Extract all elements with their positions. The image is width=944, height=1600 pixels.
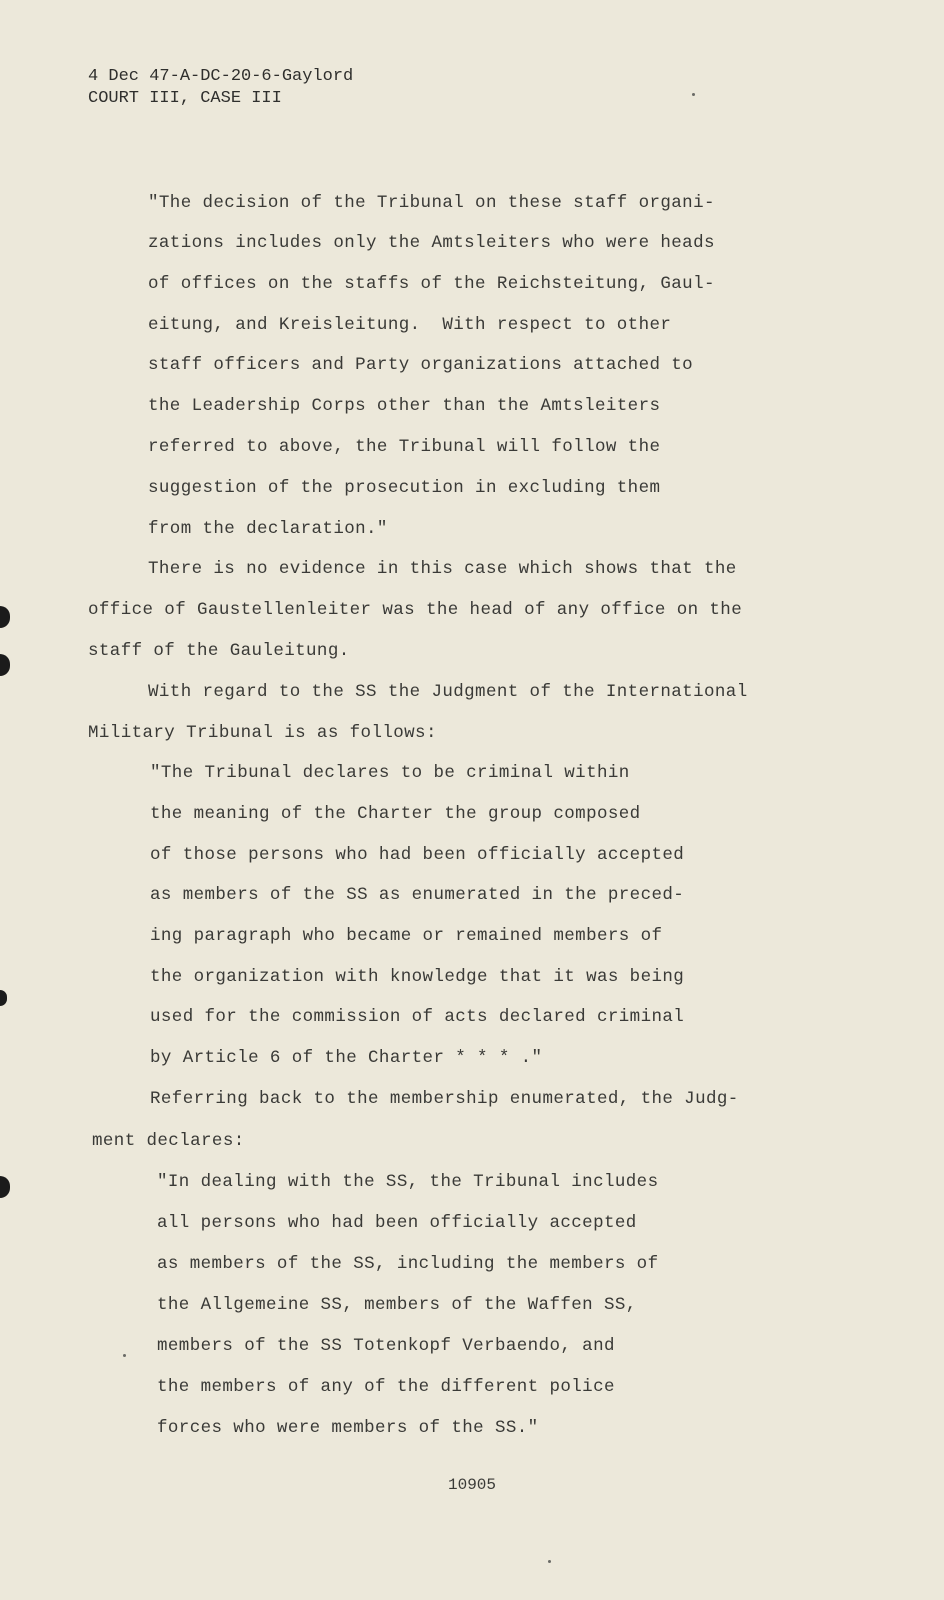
text-line: used for the commission of acts declared criminal (150, 1007, 685, 1027)
text-line: of those persons who had been officially accepted (150, 845, 685, 865)
text-line: as members of the SS, including the members of (157, 1254, 659, 1274)
text-line: the meaning of the Charter the group composed (150, 804, 641, 824)
text-line: With regard to the SS the Judgment of the International (148, 682, 748, 702)
text-line: the members of any of the different police (157, 1377, 615, 1397)
paper-speck (123, 1354, 126, 1357)
paper-speck (548, 1560, 551, 1563)
text-line: all persons who had been officially accepted (157, 1213, 637, 1233)
text-line: the Leadership Corps other than the Amtsleiters (148, 396, 661, 416)
text-line: referred to above, the Tribunal will follow the (148, 437, 661, 457)
text-line: suggestion of the prosecution in excluding them (148, 478, 661, 498)
text-line: ment declares: (92, 1131, 245, 1151)
text-line: members of the SS Totenkopf Verbaendo, and (157, 1336, 615, 1356)
text-line: as members of the SS as enumerated in the preced- (150, 885, 685, 905)
header-court-case: COURT III, CASE III (88, 89, 282, 108)
text-line: "The Tribunal declares to be criminal within (150, 763, 630, 783)
text-line: zations includes only the Amtsleiters who were heads (148, 233, 715, 253)
binder-hole-mark (0, 990, 7, 1006)
text-line: Military Tribunal is as follows: (88, 723, 437, 743)
text-line: "The decision of the Tribunal on these staff organi- (148, 193, 715, 213)
text-line: from the declaration." (148, 519, 388, 539)
page-number: 10905 (448, 1476, 497, 1494)
text-line: ing paragraph who became or remained members of (150, 926, 663, 946)
binder-hole-mark (0, 606, 10, 628)
text-line: eitung, and Kreisleitung. With respect to other (148, 315, 672, 335)
text-line: by Article 6 of the Charter * * * ." (150, 1048, 543, 1068)
binder-hole-mark (0, 654, 10, 676)
text-line: There is no evidence in this case which shows that the (148, 559, 737, 579)
text-line: staff officers and Party organizations attached to (148, 355, 694, 375)
text-line: office of Gaustellenleiter was the head of any office on the (88, 600, 743, 620)
paper-speck (692, 93, 695, 96)
header-reference: 4 Dec 47-A-DC-20-6-Gaylord (88, 67, 354, 86)
binder-hole-mark (0, 1176, 10, 1198)
text-line: the Allgemeine SS, members of the Waffen SS, (157, 1295, 637, 1315)
text-line: forces who were members of the SS." (157, 1418, 539, 1438)
text-line: Referring back to the membership enumerated, the Judg- (150, 1089, 739, 1109)
text-line: "In dealing with the SS, the Tribunal includes (157, 1172, 659, 1192)
text-line: the organization with knowledge that it was being (150, 967, 685, 987)
text-line: staff of the Gauleitung. (88, 641, 350, 661)
text-line: of offices on the staffs of the Reichsteitung, Gaul- (148, 274, 715, 294)
